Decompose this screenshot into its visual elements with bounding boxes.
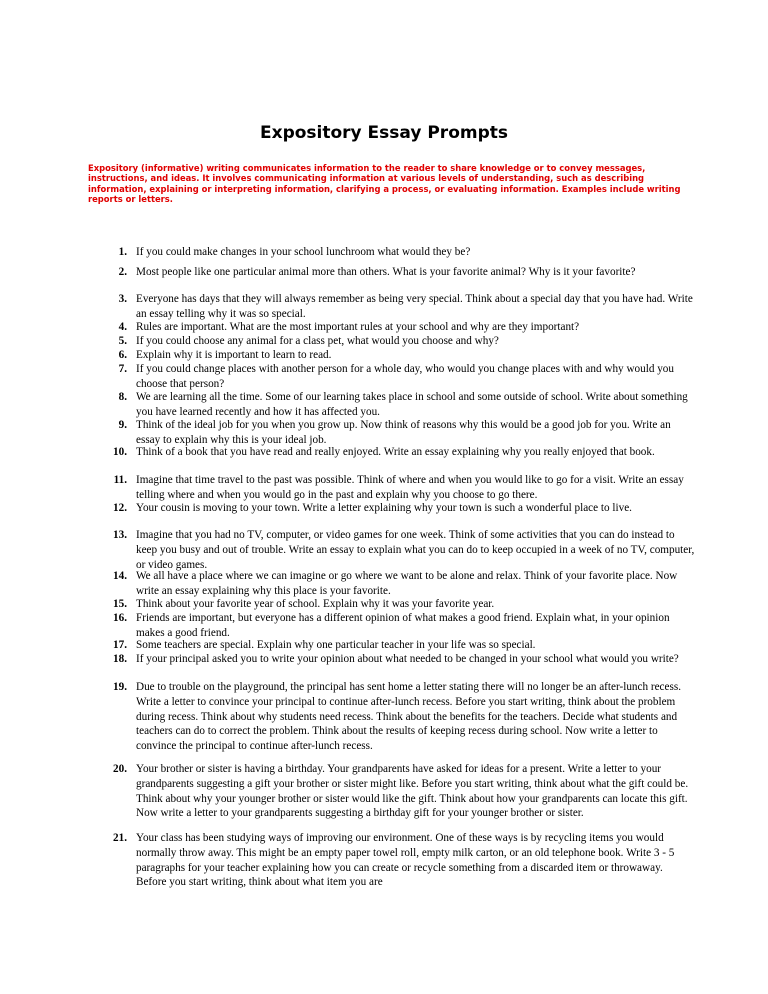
prompt-number: 14. [113, 570, 127, 582]
prompt-number: 18. [113, 653, 127, 665]
prompt-number: 2. [118, 266, 127, 278]
prompt-text: If you could make changes in your school lunchroom what would they be? [136, 246, 471, 258]
prompt-text: Your brother or sister is having a birthday. Your grandparents have asked for ideas for a present. Write a letter to your grandparents suggesting a gift your brother or sister might like. Before you start writing, think about what the gift could be. Think about why your younger brother or sister would like the gift. Think about how your grandparents can locate this gift. Now write a letter to your grandparents suggesting a birthday gift for your younger brother or sister. [136, 763, 689, 820]
prompt-item [105, 638, 695, 653]
prompt-text: If your principal asked you to write your opinion about what needed to be changed in your school what would you write? [136, 653, 679, 665]
prompt-text: Rules are important. What are the most important rules at your school and why are they important? [136, 321, 580, 333]
prompt-text: Imagine that you had no TV, computer, or video games for one week. Think of some activities that you can do instead to keep you busy and out of trouble. Write an essay to explain what you can do to keep occupied in a week of no TV, computer, or video games. [136, 529, 695, 571]
prompt-item [105, 831, 695, 890]
intro-paragraph: Expository (informative) writing communicates information to the reader to share knowledge or to convey messages, instructions, and ideas. It involves communicating information at various levels of understanding, such as describing information, explaining or interpreting information, clarifying a process, or evaluating information. Examples include writing reports or letters. [88, 163, 681, 205]
prompt-item [105, 418, 695, 448]
prompt-text: Think of the ideal job for you when you grow up. Now think of reasons why this would be a good job for you. Write an essay to explain why this is your ideal job. [136, 419, 671, 446]
prompt-item [105, 652, 695, 667]
prompt-text: We are learning all the time. Some of our learning takes place in school and some outside of school. Write about something you have learned recently and how it has affected you. [136, 391, 688, 418]
prompt-number: 16. [113, 612, 127, 624]
prompt-item [105, 680, 695, 754]
prompt-number: 10. [113, 446, 127, 458]
page-title: Expository Essay Prompts [259, 123, 508, 143]
prompt-text: We all have a place where we can imagine or go where we want to be alone and relax. Think of your favorite place. Now write an essay explaining why this place is your favorite. [136, 570, 678, 597]
prompt-item [105, 611, 695, 641]
prompt-number: 4. [118, 321, 127, 333]
prompt-text: Imagine that time travel to the past was possible. Think of where and when you would like to go for a visit. Write an essay telling where and when you would go in the past and explain why you choose to go there. [136, 474, 684, 501]
prompt-number: 1. [118, 246, 127, 258]
prompt-item [105, 334, 695, 349]
prompt-item [105, 528, 695, 572]
prompt-item [105, 348, 695, 363]
prompt-item [105, 320, 695, 335]
prompt-text: Some teachers are special. Explain why one particular teacher in your life was so special. [136, 639, 536, 651]
prompt-text: Everyone has days that they will always remember as being very special. Think about a special day that you have had. Write an essay telling why it was so special. [136, 293, 693, 320]
prompt-item [105, 245, 695, 260]
prompt-number: 7. [118, 363, 127, 375]
prompt-item [105, 569, 695, 599]
prompt-number: 21. [113, 832, 127, 844]
prompt-number: 3. [118, 293, 127, 305]
prompt-item [105, 762, 695, 821]
prompt-text: Friends are important, but everyone has a different opinion of what makes a good friend. Explain what, in your opinion makes a good friend. [136, 612, 670, 639]
prompt-text: Your cousin is moving to your town. Write a letter explaining why your town is such a wonderful place to live. [136, 502, 632, 514]
prompt-text: Think of a book that you have read and really enjoyed. Write an essay explaining why you really enjoyed that book. [136, 446, 655, 458]
prompt-number: 20. [113, 763, 127, 775]
prompt-number: 5. [118, 335, 127, 347]
prompt-item [105, 597, 695, 612]
prompt-number: 6. [118, 349, 127, 361]
prompt-text: Your class has been studying ways of improving our environment. One of these ways is by recycling items you would normally throw away. This might be an empty paper towel roll, empty milk carton, or an old telephone book. Write 3 - 5 paragraphs for your teacher explaining how you can create or recycle something from a discarded item or throwaway. Before you start writing, think about what item you are [136, 832, 675, 889]
prompt-number: 8. [118, 391, 127, 403]
prompt-number: 13. [113, 529, 127, 541]
prompt-number: 12. [113, 502, 127, 514]
prompt-number: 15. [113, 598, 127, 610]
prompt-item [105, 362, 695, 392]
prompt-item [105, 501, 695, 516]
prompt-item [105, 390, 695, 420]
prompt-number: 11. [113, 474, 127, 486]
prompt-text: Think about your favorite year of school. Explain why it was your favorite year. [136, 598, 495, 610]
prompt-item [105, 445, 695, 460]
prompt-text: If you could change places with another person for a whole day, who would you change places with and why would you choose that person? [136, 363, 674, 390]
prompt-text: Due to trouble on the playground, the principal has sent home a letter stating there will no longer be an after-lunch recess. Write a letter to convince your principal to continue after-lunch recess. Before you start writing, think about the problem during recess. Think about why students need recess. Think about the benefits for the teachers. Decide what students and teachers can do to correct the problem. Think about the results of keeping recess during school. Now write a letter to convince the principal to continue after-lunch recess. [136, 681, 681, 753]
prompt-text: If you could choose any animal for a class pet, what would you choose and why? [136, 335, 499, 347]
prompt-item [105, 473, 695, 503]
prompt-text: Explain why it is important to learn to read. [136, 349, 332, 361]
prompt-number: 17. [113, 639, 127, 651]
prompt-item [105, 292, 695, 322]
prompt-number: 19. [113, 681, 127, 693]
prompt-text: Most people like one particular animal more than others. What is your favorite animal? Why is it your favorite? [136, 266, 636, 278]
prompt-number: 9. [118, 419, 127, 431]
prompt-item [105, 265, 695, 280]
